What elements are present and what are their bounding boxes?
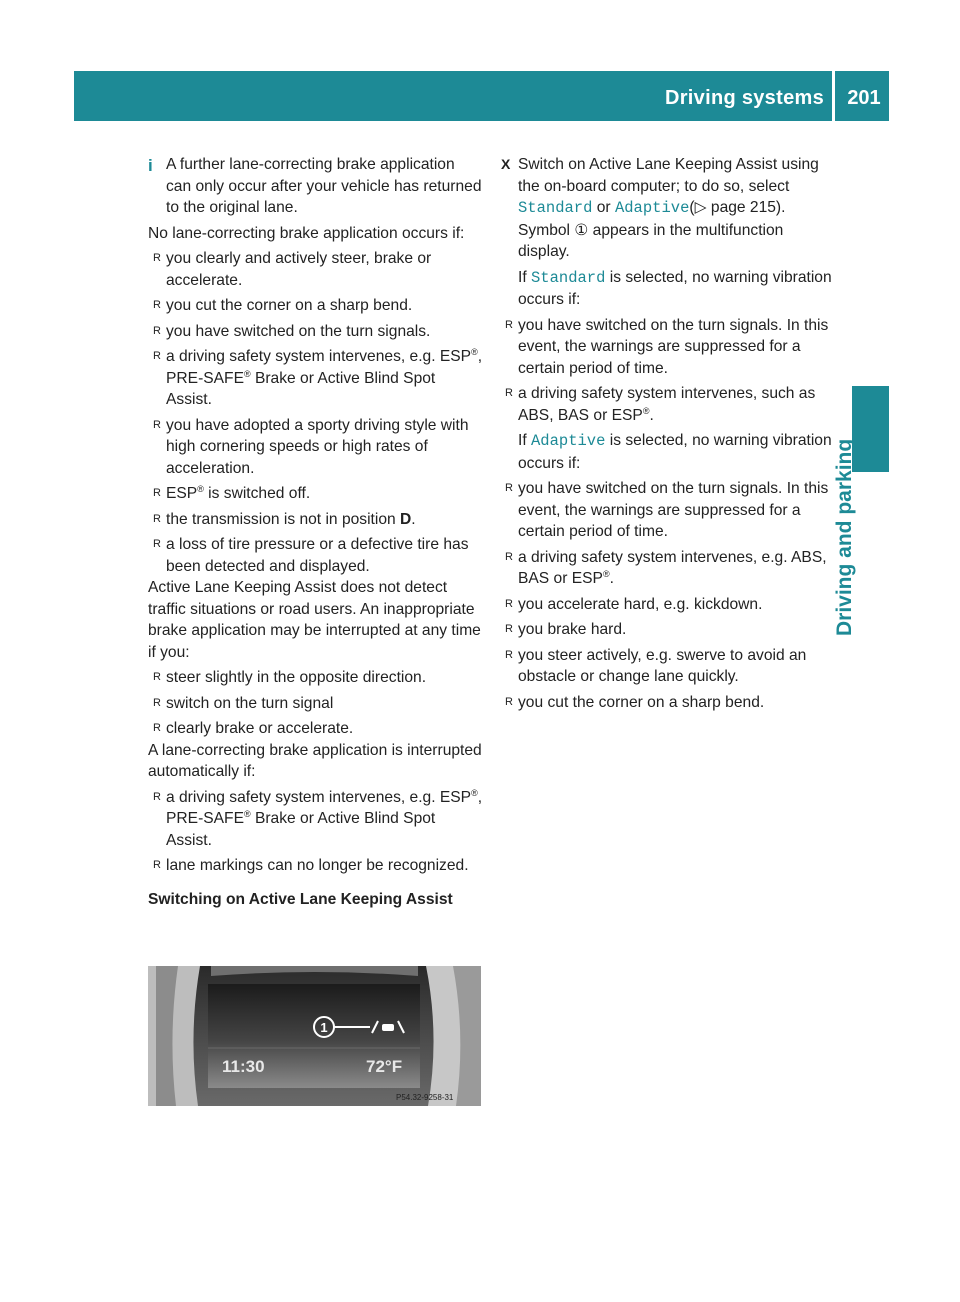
figure-code: P54.32-9258-31: [396, 1093, 454, 1102]
list-item: R clearly brake or accelerate.: [148, 718, 483, 740]
info-note: [148, 154, 483, 219]
option-adaptive: Adaptive: [614, 199, 690, 217]
step-marker-icon: X: [501, 156, 511, 172]
instrument-cluster-illustration: [148, 966, 481, 1106]
list-item: R you have switched on the turn signals. In this event, the warnings are suppressed for a certain period of time.: [500, 315, 837, 380]
paragraph: If Standard is selected, no warning vibration occurs if:: [518, 268, 832, 308]
paragraph: Symbol ① appears in the multifunction display.: [518, 221, 784, 260]
list-item: R you steer actively, e.g. swerve to avoid an obstacle or change lane quickly.: [500, 645, 837, 688]
left-column: [148, 154, 483, 910]
list-item: R a driving safety system intervenes, e.g. ABS, BAS or ESP®.: [500, 547, 837, 590]
instrument-cluster-image: [148, 966, 481, 1106]
temperature-readout: 72°F: [366, 1057, 403, 1076]
list-item: R lane markings can no longer be recognized.: [148, 855, 483, 877]
instruction-step: X Switch on Active Lane Keeping Assist using the on-board computer; to do so, select Standard or Adaptive(▷ page 215).: [501, 156, 819, 217]
list-item: R steer slightly in the opposite direction.: [148, 667, 483, 689]
option-standard: Standard: [518, 199, 593, 217]
page-number: 201: [847, 87, 881, 109]
option-standard: Standard: [531, 268, 606, 287]
list-item: R a loss of tire pressure or a defective tire has been detected and displayed.: [148, 534, 483, 577]
list-item: R a driving safety system intervenes, such as ABS, BAS or ESP®.: [500, 383, 837, 426]
clock-readout: 11:30: [222, 1057, 265, 1076]
paragraph: If Adaptive is selected, no warning vibration occurs if:: [518, 432, 832, 472]
list-item: R you brake hard.: [500, 619, 837, 641]
list-item: R the transmission is not in position D.: [148, 509, 483, 531]
list-item: R you accelerate hard, e.g. kickdown.: [500, 594, 837, 616]
list-item: R switch on the turn signal: [148, 693, 483, 715]
info-text: A further lane-correcting brake application can only occur after your vehicle has returned to the original lane.: [166, 156, 482, 216]
section-heading: Switching on Active Lane Keeping Assist: [148, 890, 453, 908]
side-tab-label: Driving and parking: [833, 438, 856, 636]
info-icon: i: [148, 156, 153, 175]
list-item: R a driving safety system intervenes, e.g. ESP®, PRE-SAFE® Brake or Active Blind Spot Assist.: [148, 787, 483, 852]
paragraph: Active Lane Keeping Assist does not detect traffic situations or road users. An inappropriate brake application may be interrupted at any time if you:: [148, 579, 481, 661]
list-item: R you have switched on the turn signals. In this event, the warnings are suppressed for a certain period of time.: [500, 478, 837, 543]
list-item: R you have switched on the turn signals.: [148, 321, 483, 343]
callout-number: 1: [320, 1020, 328, 1035]
list-item: R you clearly and actively steer, brake or accelerate.: [148, 248, 483, 291]
page-reference: (▷ page 215).: [689, 199, 786, 216]
right-column: [500, 154, 837, 713]
header-divider: [832, 71, 835, 121]
list-item: R a driving safety system intervenes, e.g. ESP®, PRE-SAFE® Brake or Active Blind Spot Assist.: [148, 346, 483, 411]
list-item: R ESP® is switched off.: [148, 483, 483, 505]
list-item: R you cut the corner on a sharp bend.: [148, 295, 483, 317]
option-adaptive: Adaptive: [531, 432, 606, 450]
list-item: R you have adopted a sporty driving style with high cornering speeds or high rates of acceleration.: [148, 415, 483, 480]
paragraph: A lane-correcting brake application is interrupted automatically if:: [148, 741, 482, 780]
list-item: R you cut the corner on a sharp bend.: [500, 692, 837, 714]
side-tab-marker: [852, 386, 889, 472]
paragraph: No lane-correcting brake application occurs if:: [148, 224, 465, 242]
section-title: Driving systems: [664, 87, 824, 109]
